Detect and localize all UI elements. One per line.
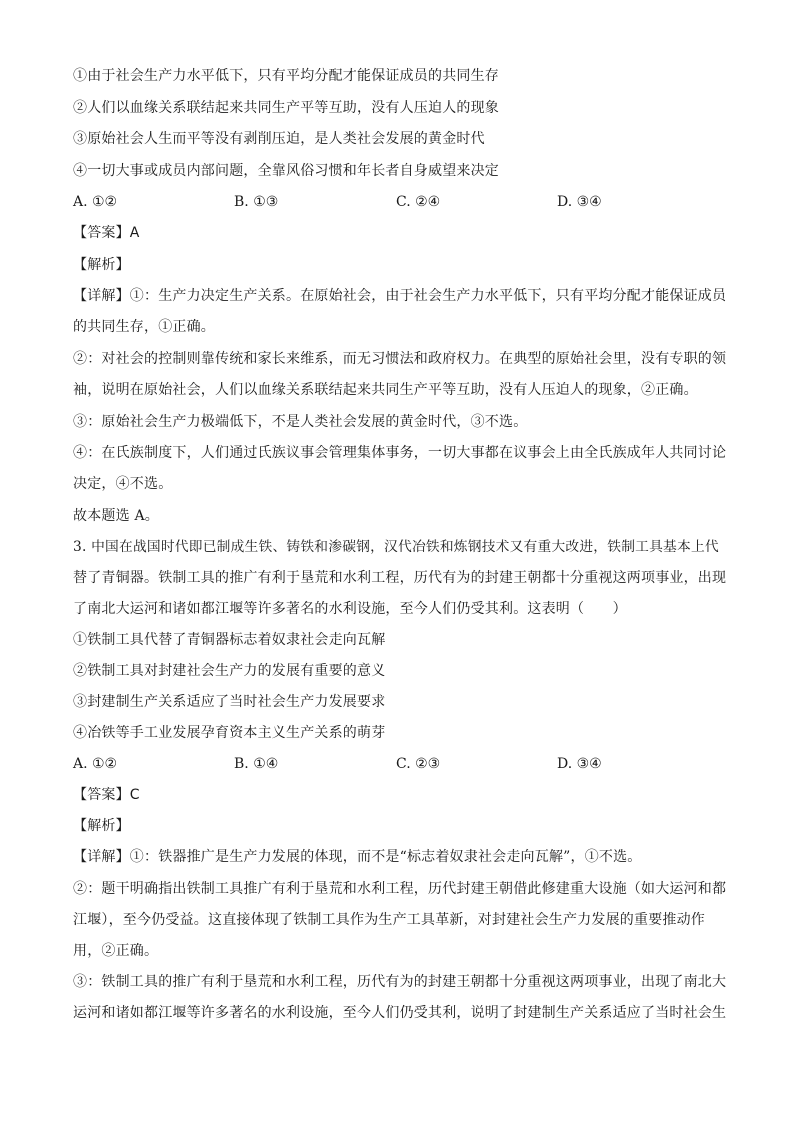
q2-option-b: B. ①③ — [234, 194, 279, 210]
q2-option-c: C. ②④ — [396, 194, 441, 210]
q2-detail-line-4: 袖，说明在原始社会，人们以血缘关系联结起来共同生产平等互助，没有人压迫人的现象，②正确。 — [73, 382, 698, 398]
q3-detail-line-5: ③：铁制工具的推广有利于垦荒和水利工程，历代有为的封建王朝都十分重视这两项事业，出现了南北大 — [73, 974, 727, 990]
q2-option-a: A. ①② — [73, 194, 118, 210]
q3-option-b: B. ①④ — [234, 756, 279, 772]
q3-statement-3: ③封建制生产关系适应了当时社会生产力发展要求 — [73, 694, 386, 710]
q2-detail-line-1: 【详解】①：生产力决定生产关系。在原始社会，由于社会生产力水平低下，只有平均分配才能保证成员 — [73, 288, 727, 304]
q3-analysis-label: 【解析】 — [73, 818, 130, 834]
q2-detail-line-2: 的共同生存，①正确。 — [73, 319, 215, 335]
q2-statement-3: ③原始社会人生而平等没有剥削压迫，是人类社会发展的黄金时代 — [73, 131, 485, 147]
q3-detail-line-3: 江堰），至今仍受益。这直接体现了铁制工具作为生产工具革新，对封建社会生产力发展的重要推动作 — [73, 912, 705, 928]
q2-statement-1: ①由于社会生产力水平低下，只有平均分配才能保证成员的共同生存 — [73, 68, 499, 84]
q2-analysis-label: 【解析】 — [73, 257, 130, 273]
q2-detail-line-7: 决定，④不选。 — [73, 476, 173, 492]
q2-answer: 【答案】A — [73, 225, 140, 241]
q2-statement-2: ②人们以血缘关系联结起来共同生产平等互助，没有人压迫人的现象 — [73, 100, 499, 116]
q3-stem-line-3: 了南北大运河和诸如都江堰等许多著名的水利设施，至今人们仍受其利。这表明（ ） — [73, 601, 627, 617]
q2-detail-line-8: 故本题选 A。 — [73, 508, 159, 524]
q2-detail-line-3: ②：对社会的控制则靠传统和家长来维系，而无习惯法和政府权力。在典型的原始社会里，没有专职的领 — [73, 351, 727, 367]
q2-detail-line-6: ④：在氏族制度下，人们通过氏族议事会管理集体事务，一切大事都在议事会上由全氏族成年人共同讨论 — [73, 445, 727, 461]
q3-answer: 【答案】C — [73, 787, 140, 803]
q3-detail-line-1: 【详解】①：铁器推广是生产力发展的体现，而不是“标志着奴隶社会走向瓦解”，①不选。 — [73, 849, 642, 865]
q3-detail-line-2: ②：题干明确指出铁制工具推广有利于垦荒和水利工程，历代封建王朝借此修建重大设施（如大运河和都 — [73, 881, 727, 897]
q3-option-d: D. ③④ — [557, 756, 602, 772]
q3-detail-line-4: 用，②正确。 — [73, 943, 159, 959]
q3-statement-2: ②铁制工具对封建社会生产力的发展有重要的意义 — [73, 663, 386, 679]
q3-stem-line-1: 3. 中国在战国时代即已制成生铁、铸铁和渗碳钢，汉代冶铁和炼钢技术又有重大改进，铁制工具基本上代 — [73, 539, 719, 555]
q2-option-d: D. ③④ — [557, 194, 602, 210]
q3-statement-1: ①铁制工具代替了青铜器标志着奴隶社会走向瓦解 — [73, 632, 386, 648]
q3-detail-line-6: 运河和诸如都江堰等许多著名的水利设施，至今人们仍受其利，说明了封建制生产关系适应了当时社会生 — [73, 1005, 727, 1021]
q3-option-c: C. ②③ — [396, 756, 441, 772]
q2-statement-4: ④一切大事或成员内部问题，全靠风俗习惯和年长者自身威望来决定 — [73, 163, 499, 179]
q3-option-a: A. ①② — [73, 756, 118, 772]
q3-stem-line-2: 替了青铜器。铁制工具的推广有利于垦荒和水利工程，历代有为的封建王朝都十分重视这两项事业，出现 — [73, 570, 727, 586]
q2-detail-line-5: ③：原始社会生产力极端低下，不是人类社会发展的黄金时代，③不选。 — [73, 414, 528, 430]
q3-statement-4: ④冶铁等手工业发展孕育资本主义生产关系的萌芽 — [73, 725, 386, 741]
